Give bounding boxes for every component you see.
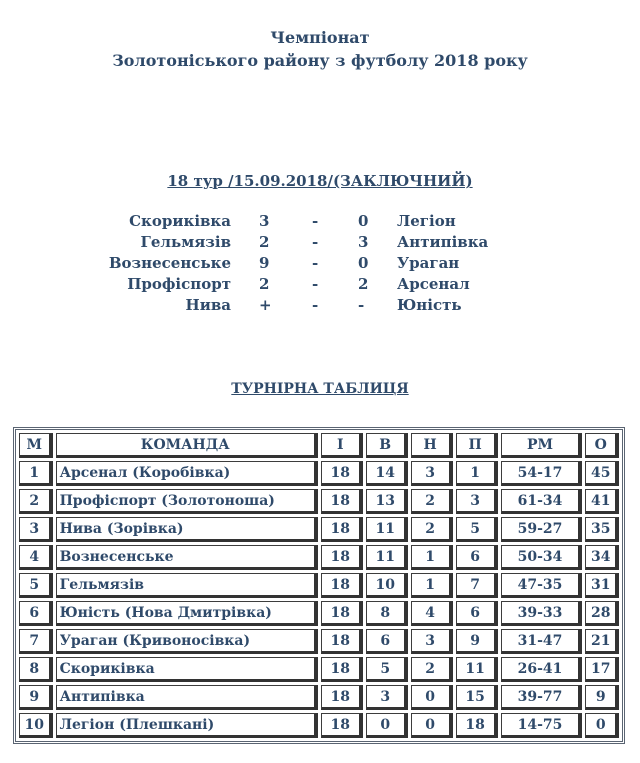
cell-points: 0 — [585, 713, 619, 738]
standings-table — [13, 427, 625, 744]
cell-place: 6 — [19, 601, 53, 626]
cell-points: 34 — [585, 545, 619, 570]
cell-goals: 59-27 — [501, 517, 583, 542]
cell-place: 1 — [19, 461, 53, 486]
match-result — [0, 295, 640, 316]
match-result — [0, 211, 640, 232]
score-separator: - — [312, 254, 319, 272]
away-team: Легіон — [397, 212, 456, 230]
col-header-points: О — [585, 433, 619, 458]
table-row — [19, 461, 619, 486]
cell-place: 3 — [19, 517, 53, 542]
cell-goals: 39-77 — [501, 685, 583, 710]
cell-goals: 54-17 — [501, 461, 583, 486]
cell-draws: 4 — [411, 601, 453, 626]
cell-wins: 8 — [366, 601, 408, 626]
cell-team: Легіон (Плешкані) — [56, 713, 318, 738]
home-score: 3 — [259, 212, 270, 230]
cell-wins: 10 — [366, 573, 408, 598]
col-header-place: М — [19, 433, 53, 458]
cell-team: Профіспорт (Золотоноша) — [56, 489, 318, 514]
col-header-team: КОМАНДА — [56, 433, 318, 458]
table-row — [19, 629, 619, 654]
home-team: Профіспорт — [127, 275, 231, 293]
home-team: Вознесенське — [108, 254, 231, 272]
cell-draws: 2 — [411, 657, 453, 682]
score-separator: - — [312, 275, 319, 293]
col-header-goals: РМ — [501, 433, 583, 458]
match-result — [0, 274, 640, 295]
cell-losses: 7 — [456, 573, 498, 598]
cell-played: 18 — [321, 657, 363, 682]
cell-team: Арсенал (Коробівка) — [56, 461, 318, 486]
cell-played: 18 — [321, 713, 363, 738]
cell-points: 28 — [585, 601, 619, 626]
cell-losses: 9 — [456, 629, 498, 654]
table-row — [19, 489, 619, 514]
cell-goals: 31-47 — [501, 629, 583, 654]
cell-losses: 18 — [456, 713, 498, 738]
col-header-losses: П — [456, 433, 498, 458]
cell-goals: 14-75 — [501, 713, 583, 738]
cell-wins: 0 — [366, 713, 408, 738]
cell-points: 21 — [585, 629, 619, 654]
col-header-played: І — [321, 433, 363, 458]
col-header-wins: В — [366, 433, 408, 458]
cell-goals: 61-34 — [501, 489, 583, 514]
cell-played: 18 — [321, 545, 363, 570]
cell-wins: 5 — [366, 657, 408, 682]
cell-goals: 26-41 — [501, 657, 583, 682]
cell-played: 18 — [321, 685, 363, 710]
cell-wins: 11 — [366, 517, 408, 542]
table-row — [19, 517, 619, 542]
cell-draws: 2 — [411, 489, 453, 514]
cell-points: 35 — [585, 517, 619, 542]
cell-team: Нива (Зорівка) — [56, 517, 318, 542]
score-separator: - — [312, 212, 319, 230]
cell-team: Антипівка — [56, 685, 318, 710]
cell-wins: 6 — [366, 629, 408, 654]
away-team: Ураган — [397, 254, 460, 272]
cell-draws: 1 — [411, 573, 453, 598]
table-row — [19, 545, 619, 570]
cell-played: 18 — [321, 573, 363, 598]
table-header-row — [19, 433, 619, 458]
cell-place: 4 — [19, 545, 53, 570]
cell-points: 45 — [585, 461, 619, 486]
cell-place: 8 — [19, 657, 53, 682]
home-score: 2 — [259, 275, 270, 293]
cell-points: 31 — [585, 573, 619, 598]
home-team: Гельмязів — [140, 233, 231, 251]
cell-team: Вознесенське — [56, 545, 318, 570]
cell-losses: 6 — [456, 545, 498, 570]
championship-title: Чемпіонат — [270, 28, 370, 47]
cell-points: 17 — [585, 657, 619, 682]
cell-team: Скориківка — [56, 657, 318, 682]
table-row — [19, 685, 619, 710]
away-score: 2 — [358, 275, 369, 293]
away-score: 3 — [358, 233, 369, 251]
cell-losses: 6 — [456, 601, 498, 626]
cell-wins: 14 — [366, 461, 408, 486]
home-score: 9 — [259, 254, 270, 272]
cell-played: 18 — [321, 601, 363, 626]
cell-draws: 3 — [411, 629, 453, 654]
cell-played: 18 — [321, 461, 363, 486]
cell-place: 10 — [19, 713, 53, 738]
match-result — [0, 232, 640, 253]
home-team: Скориківка — [129, 212, 231, 230]
cell-place: 9 — [19, 685, 53, 710]
cell-team: Юність (Нова Дмитрівка) — [56, 601, 318, 626]
cell-wins: 13 — [366, 489, 408, 514]
home-score: 2 — [259, 233, 270, 251]
cell-wins: 11 — [366, 545, 408, 570]
table-row — [19, 713, 619, 738]
cell-losses: 3 — [456, 489, 498, 514]
cell-team: Гельмязів — [56, 573, 318, 598]
away-team: Антипівка — [397, 233, 489, 251]
away-score: 0 — [358, 254, 369, 272]
cell-points: 41 — [585, 489, 619, 514]
cell-goals: 47-35 — [501, 573, 583, 598]
cell-draws: 3 — [411, 461, 453, 486]
away-team: Юність — [397, 296, 462, 314]
cell-draws: 0 — [411, 713, 453, 738]
cell-played: 18 — [321, 489, 363, 514]
cell-draws: 2 — [411, 517, 453, 542]
cell-losses: 15 — [456, 685, 498, 710]
col-header-draws: Н — [411, 433, 453, 458]
cell-place: 7 — [19, 629, 53, 654]
match-results — [0, 211, 640, 316]
cell-losses: 5 — [456, 517, 498, 542]
score-separator: - — [312, 296, 319, 314]
away-team: Арсенал — [397, 275, 470, 293]
cell-played: 18 — [321, 517, 363, 542]
cell-losses: 11 — [456, 657, 498, 682]
cell-goals: 50-34 — [501, 545, 583, 570]
cell-draws: 1 — [411, 545, 453, 570]
match-result — [0, 253, 640, 274]
cell-draws: 0 — [411, 685, 453, 710]
cell-team: Ураган (Кривоносівка) — [56, 629, 318, 654]
cell-losses: 1 — [456, 461, 498, 486]
cell-points: 9 — [585, 685, 619, 710]
table-row — [19, 573, 619, 598]
away-score: - — [358, 296, 365, 314]
cell-wins: 3 — [366, 685, 408, 710]
championship-subtitle: Золотоніського району з футболу 2018 року — [112, 51, 528, 70]
table-row — [19, 657, 619, 682]
home-team: Нива — [185, 296, 231, 314]
table-body — [19, 461, 619, 738]
cell-played: 18 — [321, 629, 363, 654]
home-score: + — [259, 296, 272, 314]
away-score: 0 — [358, 212, 369, 230]
cell-place: 5 — [19, 573, 53, 598]
round-title: 18 тур /15.09.2018/(ЗАКЛЮЧНИЙ) — [167, 172, 473, 190]
standings-title: ТУРНІРНА ТАБЛИЦЯ — [231, 381, 409, 397]
cell-goals: 39-33 — [501, 601, 583, 626]
table-row — [19, 601, 619, 626]
score-separator: - — [312, 233, 319, 251]
cell-place: 2 — [19, 489, 53, 514]
